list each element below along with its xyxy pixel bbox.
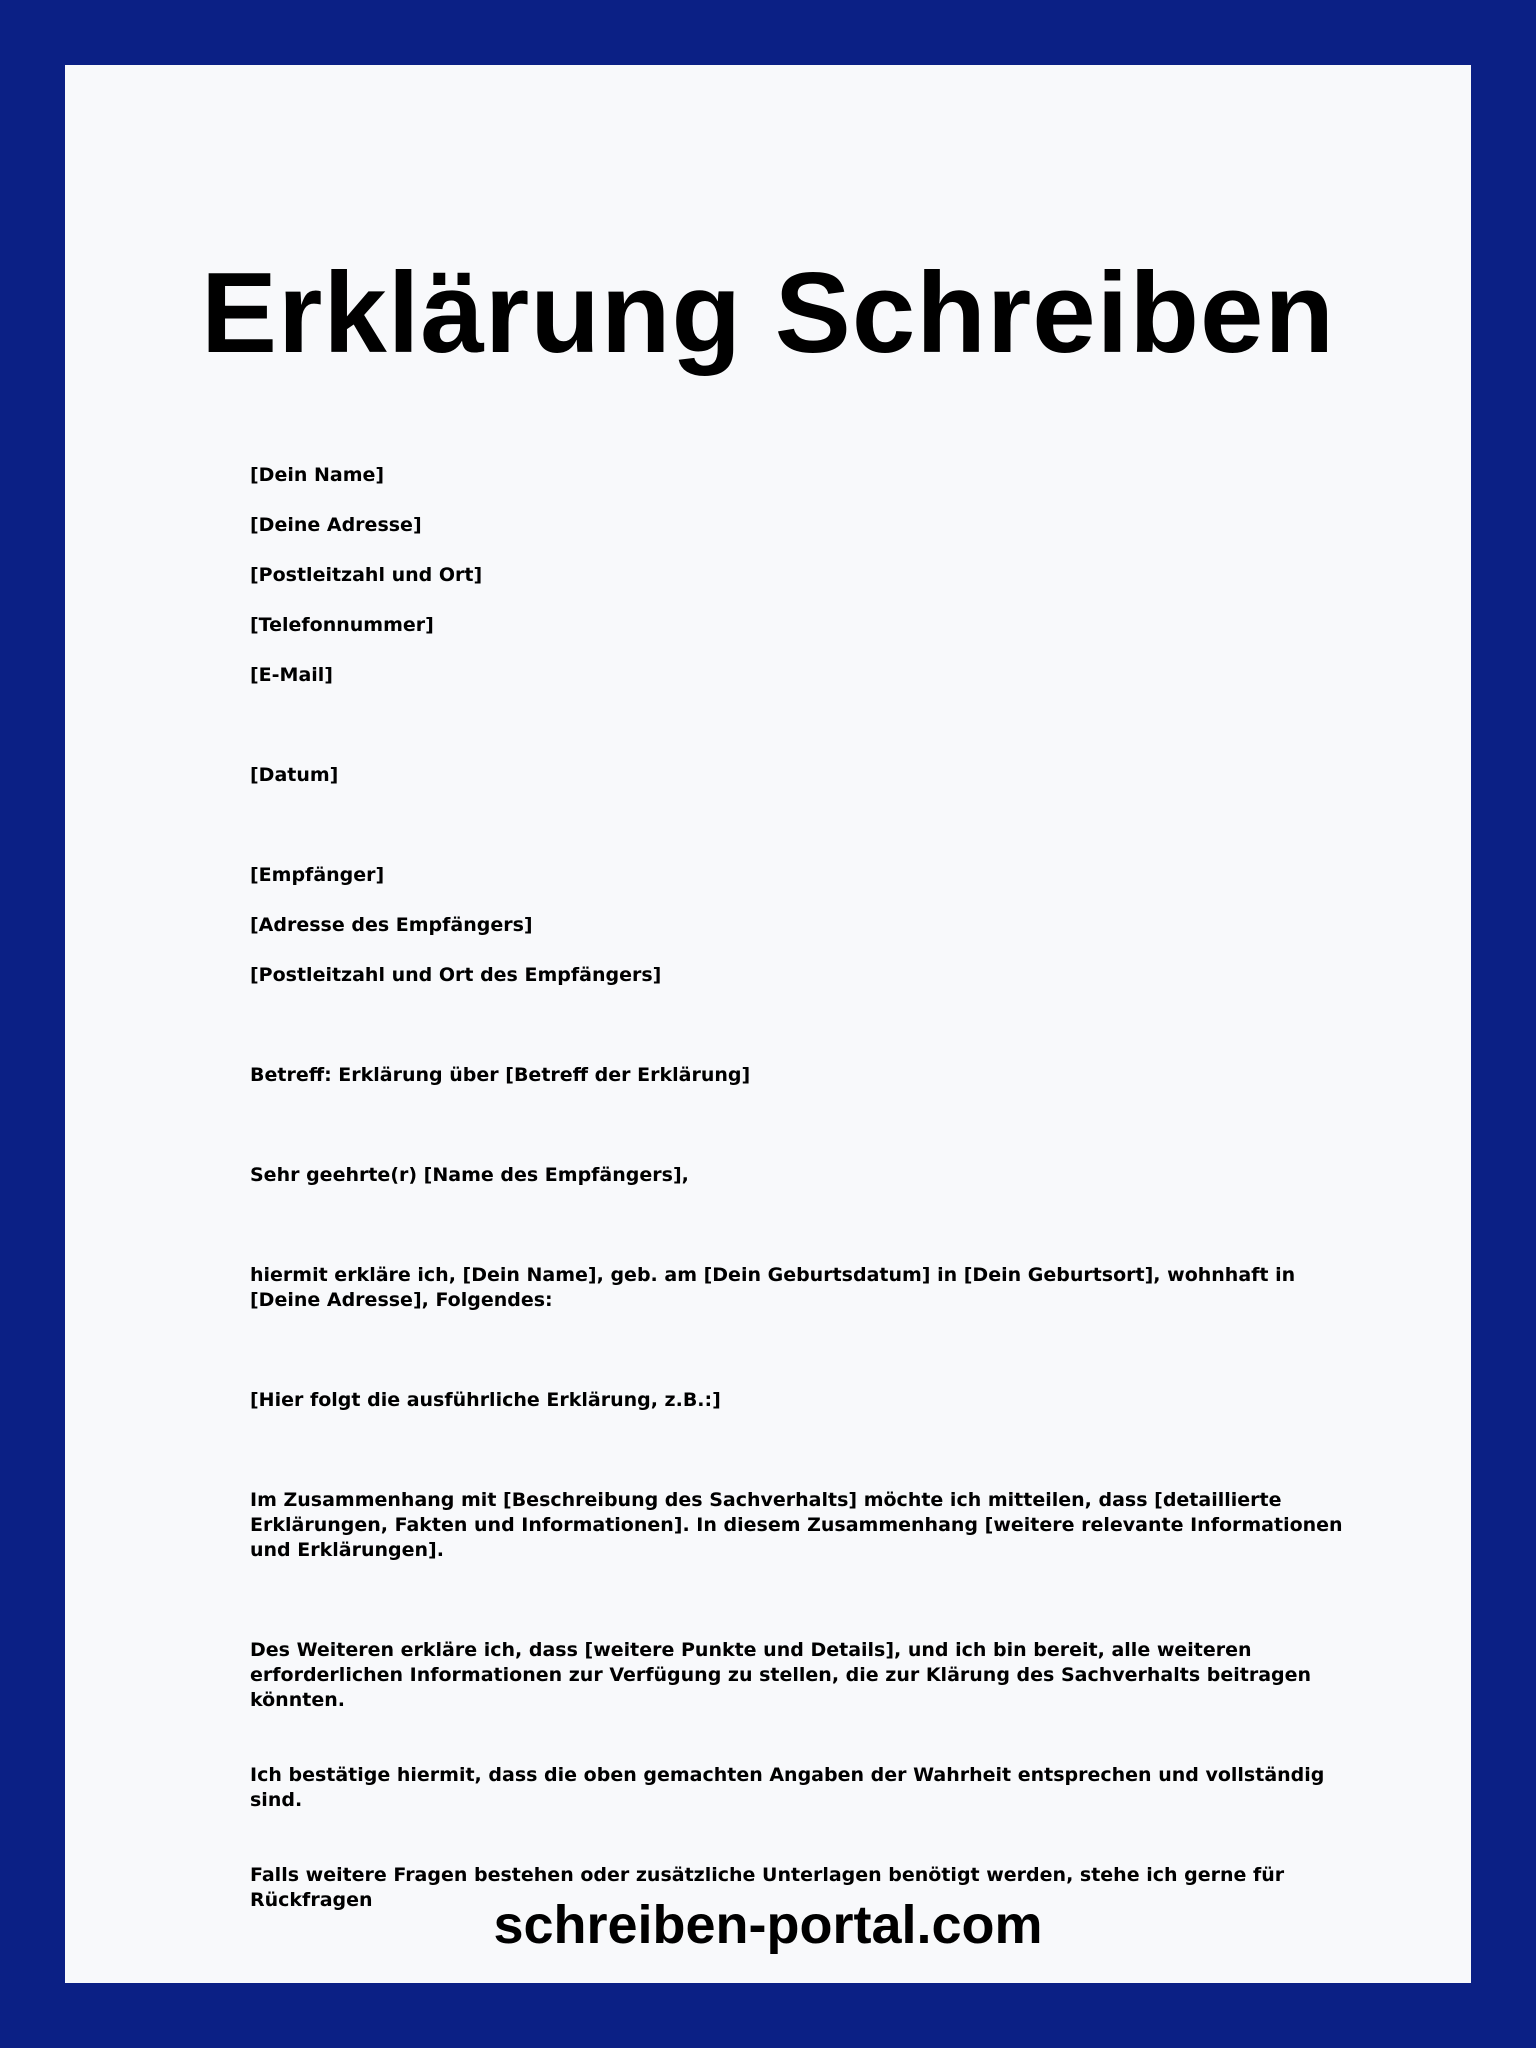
sender-phone: [Telefonnummer] [250,614,434,636]
recipient-address: [Adresse des Empfängers] [250,914,533,936]
salutation: Sehr geehrte(r) [Name des Empfängers], [250,1164,689,1186]
explanation-hint: [Hier folgt die ausführliche Erklärung, z.B.:] [250,1389,721,1411]
sender-address: [Deine Adresse] [250,514,422,536]
recipient-postal-city: [Postleitzahl und Ort des Empfängers] [250,964,662,986]
body-paragraph-4: Falls weitere Fragen bestehen oder zusätzliche Unterlagen benötigt werden, stehe ich gerne für Rückfragen [250,1864,1285,1911]
body-paragraph-2: Des Weiteren erkläre ich, dass [weitere Punkte und Details], und ich bin bereit, alle weiteren erforderlichen Informationen zur Verfügung zu stellen, die zur Klärung des Sachverhalts beitragen könnten. [250,1639,1312,1711]
recipient-name: [Empfänger] [250,864,385,886]
footer-website: schreiben-portal.com [493,1895,1043,1955]
letter-page [65,65,1471,1983]
sender-name: [Dein Name] [250,464,385,486]
sender-postal-city: [Postleitzahl und Ort] [250,564,483,586]
body-paragraph-1: Im Zusammenhang mit [Beschreibung des Sachverhalts] möchte ich mitteilen, dass [detaillierte Erklärungen, Fakten und Informationen]. In diesem Zusammenhang [weitere relevante Informationen und Erklärungen]. [250,1489,1343,1561]
intro-paragraph: hiermit erkläre ich, [Dein Name], geb. am [Dein Geburtsdatum] in [Dein Geburtsort], wohnhaft in [Deine Adresse], Folgendes: [250,1264,1296,1311]
subject-line: Betreff: Erklärung über [Betreff der Erklärung] [250,1064,751,1086]
page-title: Erklärung Schreiben [200,250,1335,377]
sender-email: [E-Mail] [250,664,333,686]
body-paragraph-3: Ich bestätige hiermit, dass die oben gemachten Angaben der Wahrheit entsprechen und vollständig sind. [250,1764,1325,1811]
letter-date: [Datum] [250,764,339,786]
